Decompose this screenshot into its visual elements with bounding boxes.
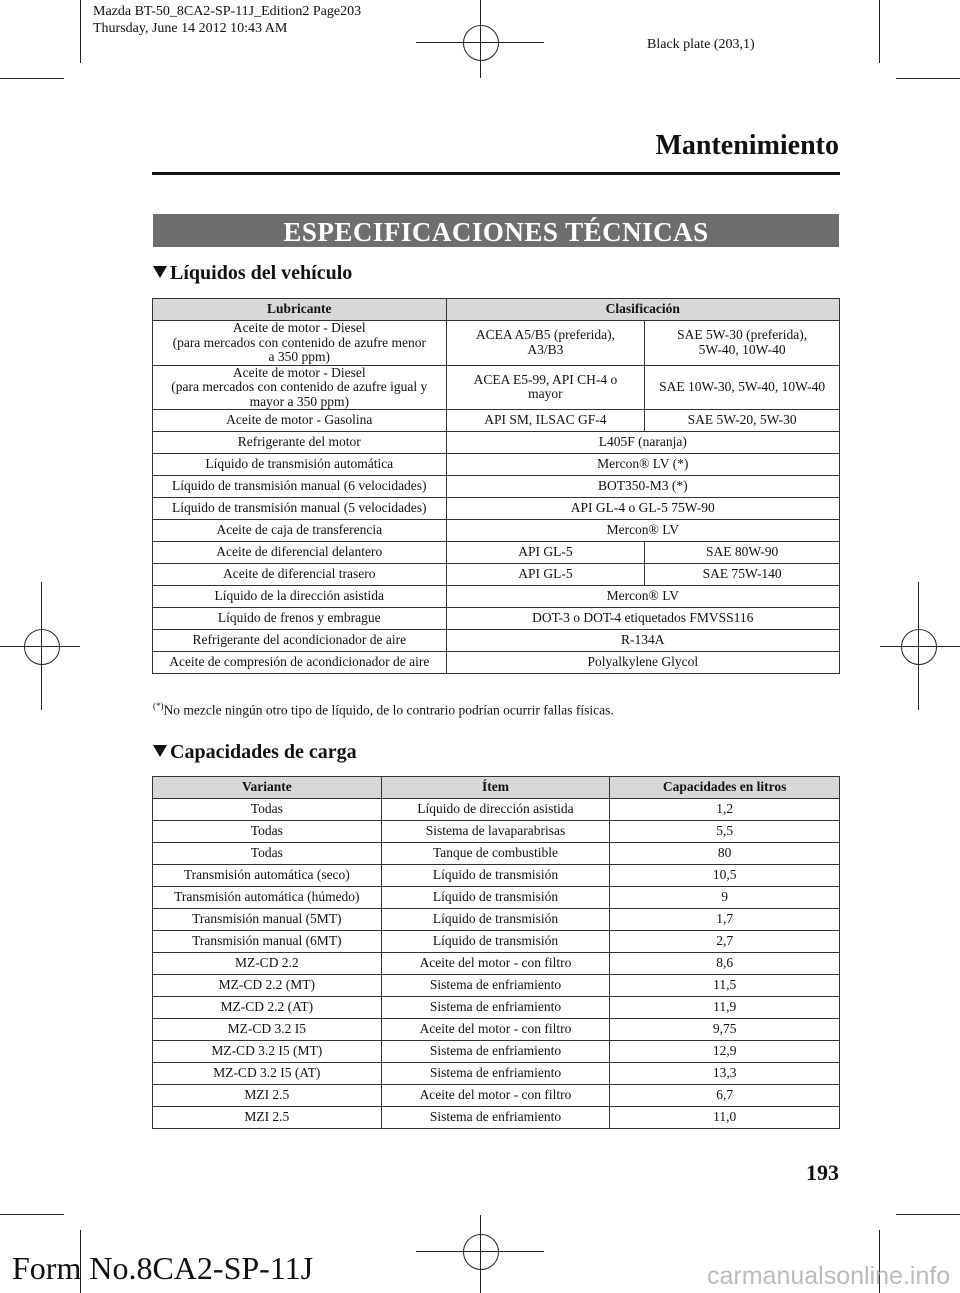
variant-cell: MZI 2.5	[153, 1107, 382, 1129]
table-row	[153, 843, 840, 865]
variant-cell: MZI 2.5	[153, 1085, 382, 1107]
table-row	[153, 454, 840, 476]
lubricant-cell: Aceite de motor - Diesel (para mercados con contenido de azufre igual y mayor a 350 ppm)	[153, 365, 447, 410]
table-row	[153, 652, 840, 674]
capacity-cell: 9	[610, 887, 840, 909]
capacity-cell: 5,5	[610, 821, 840, 843]
capacity-cell: 13,3	[610, 1063, 840, 1085]
viscosity-cell: SAE 80W-90	[645, 542, 840, 564]
lubricant-cell: Líquido de transmisión automática	[153, 454, 447, 476]
capacity-cell: 9,75	[610, 1019, 840, 1041]
item-cell: Sistema de enfriamiento	[381, 1107, 610, 1129]
chapter-title: Mantenimiento	[655, 130, 839, 161]
classification-cell: Mercon® LV	[446, 586, 839, 608]
capacity-cell: 12,9	[610, 1041, 840, 1063]
viscosity-cell: SAE 10W-30, 5W-40, 10W-40	[645, 365, 840, 410]
table-row	[153, 630, 840, 652]
capacity-cell: 1,7	[610, 909, 840, 931]
classification-cell: Mercon® LV	[446, 520, 839, 542]
lubricant-cell: Aceite de compresión de acondicionador de aire	[153, 652, 447, 674]
table-row	[153, 1063, 840, 1085]
classification-cell: DOT-3 o DOT-4 etiquetados FMVSS116	[446, 608, 839, 630]
item-cell: Sistema de enfriamiento	[381, 975, 610, 997]
capacities-table	[152, 776, 840, 1129]
item-cell: Sistema de enfriamiento	[381, 1063, 610, 1085]
item-cell: Aceite del motor - con filtro	[381, 1019, 610, 1041]
classification-cell: BOT350-M3 (*)	[446, 476, 839, 498]
table-row	[153, 586, 840, 608]
item-cell: Líquido de transmisión	[381, 931, 610, 953]
capacity-cell: 10,5	[610, 865, 840, 887]
table-row	[153, 321, 840, 366]
classification-cell: Polyalkylene Glycol	[446, 652, 839, 674]
fluids-heading-text: Líquidos del vehículo	[170, 262, 353, 284]
capacity-cell: 2,7	[610, 931, 840, 953]
viscosity-cell: SAE 75W-140	[645, 564, 840, 586]
variant-cell: MZ-CD 2.2 (AT)	[153, 997, 382, 1019]
variant-cell: MZ-CD 2.2	[153, 953, 382, 975]
capacity-cell: 80	[610, 843, 840, 865]
variant-cell: Todas	[153, 843, 382, 865]
classification-cell: API GL-5	[446, 564, 645, 586]
lubricant-cell: Aceite de motor - Gasolina	[153, 410, 447, 432]
col-capacity-header: Capacidades en litros	[610, 777, 840, 799]
variant-cell: Todas	[153, 821, 382, 843]
capacity-cell: 8,6	[610, 953, 840, 975]
lubricant-cell: Líquido de frenos y embrague	[153, 608, 447, 630]
black-plate-label: Black plate (203,1)	[647, 37, 755, 52]
lubricant-cell: Refrigerante del acondicionador de aire	[153, 630, 447, 652]
classification-cell: ACEA A5/B5 (preferida), A3/B3	[446, 321, 645, 366]
footnote-mark: (*)	[153, 701, 164, 711]
capacity-cell: 11,0	[610, 1107, 840, 1129]
lubricant-cell: Aceite de motor - Diesel (para mercados con contenido de azufre menor a 350 ppm)	[153, 321, 447, 366]
table-row	[153, 1107, 840, 1129]
variant-cell: MZ-CD 3.2 I5	[153, 1019, 382, 1041]
table-row	[153, 520, 840, 542]
col-item-header: Ítem	[381, 777, 610, 799]
table-row	[153, 564, 840, 586]
table-row	[153, 909, 840, 931]
variant-cell: Todas	[153, 799, 382, 821]
triangle-bullet-icon	[153, 745, 167, 757]
triangle-bullet-icon	[153, 266, 167, 278]
table-row	[153, 1041, 840, 1063]
classification-cell: ACEA E5-99, API CH-4 o mayor	[446, 365, 645, 410]
variant-cell: Transmisión manual (6MT)	[153, 931, 382, 953]
capacity-cell: 1,2	[610, 799, 840, 821]
lubricant-cell: Refrigerante del motor	[153, 432, 447, 454]
table-row	[153, 542, 840, 564]
table-row	[153, 498, 840, 520]
form-number: Form No.8CA2-SP-11J	[12, 1250, 314, 1286]
item-cell: Líquido de transmisión	[381, 909, 610, 931]
col-lubricant-header: Lubricante	[153, 299, 447, 321]
item-cell: Sistema de lavaparabrisas	[381, 821, 610, 843]
table-row	[153, 476, 840, 498]
lubricant-cell: Aceite de diferencial trasero	[153, 564, 447, 586]
classification-cell: L405F (naranja)	[446, 432, 839, 454]
variant-cell: MZ-CD 3.2 I5 (AT)	[153, 1063, 382, 1085]
fluids-footnote	[153, 701, 614, 719]
item-cell: Aceite del motor - con filtro	[381, 1085, 610, 1107]
chapter-rule	[152, 172, 840, 175]
item-cell: Líquido de transmisión	[381, 887, 610, 909]
item-cell: Líquido de dirección asistida	[381, 799, 610, 821]
lubricant-cell: Líquido de la dirección asistida	[153, 586, 447, 608]
capacities-heading	[153, 741, 357, 764]
classification-cell: API SM, ILSAC GF-4	[446, 410, 645, 432]
table-row	[153, 821, 840, 843]
classification-cell: API GL-5	[446, 542, 645, 564]
classification-cell: Mercon® LV (*)	[446, 454, 839, 476]
page-number: 193	[806, 1160, 839, 1185]
capacities-heading-text: Capacidades de carga	[170, 741, 357, 763]
capacity-cell: 11,9	[610, 997, 840, 1019]
item-cell: Aceite del motor - con filtro	[381, 953, 610, 975]
fluids-table	[152, 298, 840, 674]
col-classification-header: Clasificación	[446, 299, 839, 321]
item-cell: Líquido de transmisión	[381, 865, 610, 887]
table-row	[153, 365, 840, 410]
table-row	[153, 1085, 840, 1107]
capacity-cell: 6,7	[610, 1085, 840, 1107]
table-row	[153, 608, 840, 630]
variant-cell: MZ-CD 3.2 I5 (MT)	[153, 1041, 382, 1063]
col-variant-header: Variante	[153, 777, 382, 799]
item-cell: Sistema de enfriamiento	[381, 1041, 610, 1063]
item-cell: Sistema de enfriamiento	[381, 997, 610, 1019]
table-row	[153, 997, 840, 1019]
variant-cell: Transmisión automática (húmedo)	[153, 887, 382, 909]
classification-cell: R-134A	[446, 630, 839, 652]
watermark: carmanualsonline.info	[707, 1262, 951, 1290]
table-row	[153, 865, 840, 887]
table-row	[153, 975, 840, 997]
lubricant-cell: Aceite de caja de transferencia	[153, 520, 447, 542]
print-date-line: Thursday, June 14 2012 10:43 AM	[93, 21, 288, 36]
print-file-line: Mazda BT-50_8CA2-SP-11J_Edition2 Page203	[93, 4, 362, 19]
item-cell: Tanque de combustible	[381, 843, 610, 865]
table-row	[153, 410, 840, 432]
table-row	[153, 931, 840, 953]
table-row	[153, 432, 840, 454]
table-row	[153, 953, 840, 975]
capacity-cell: 11,5	[610, 975, 840, 997]
section-banner: ESPECIFICACIONES TÉCNICAS	[153, 214, 839, 247]
variant-cell: MZ-CD 2.2 (MT)	[153, 975, 382, 997]
table-row	[153, 887, 840, 909]
table-row	[153, 799, 840, 821]
table-row	[153, 1019, 840, 1041]
fluids-heading	[153, 262, 352, 285]
viscosity-cell: SAE 5W-30 (preferida), 5W-40, 10W-40	[645, 321, 840, 366]
variant-cell: Transmisión automática (seco)	[153, 865, 382, 887]
lubricant-cell: Líquido de transmisión manual (6 velocidades)	[153, 476, 447, 498]
variant-cell: Transmisión manual (5MT)	[153, 909, 382, 931]
footnote-text: No mezcle ningún otro tipo de líquido, de lo contrario podrían ocurrir fallas físicas.	[163, 702, 614, 718]
classification-cell: API GL-4 o GL-5 75W-90	[446, 498, 839, 520]
lubricant-cell: Líquido de transmisión manual (5 velocidades)	[153, 498, 447, 520]
viscosity-cell: SAE 5W-20, 5W-30	[645, 410, 840, 432]
lubricant-cell: Aceite de diferencial delantero	[153, 542, 447, 564]
